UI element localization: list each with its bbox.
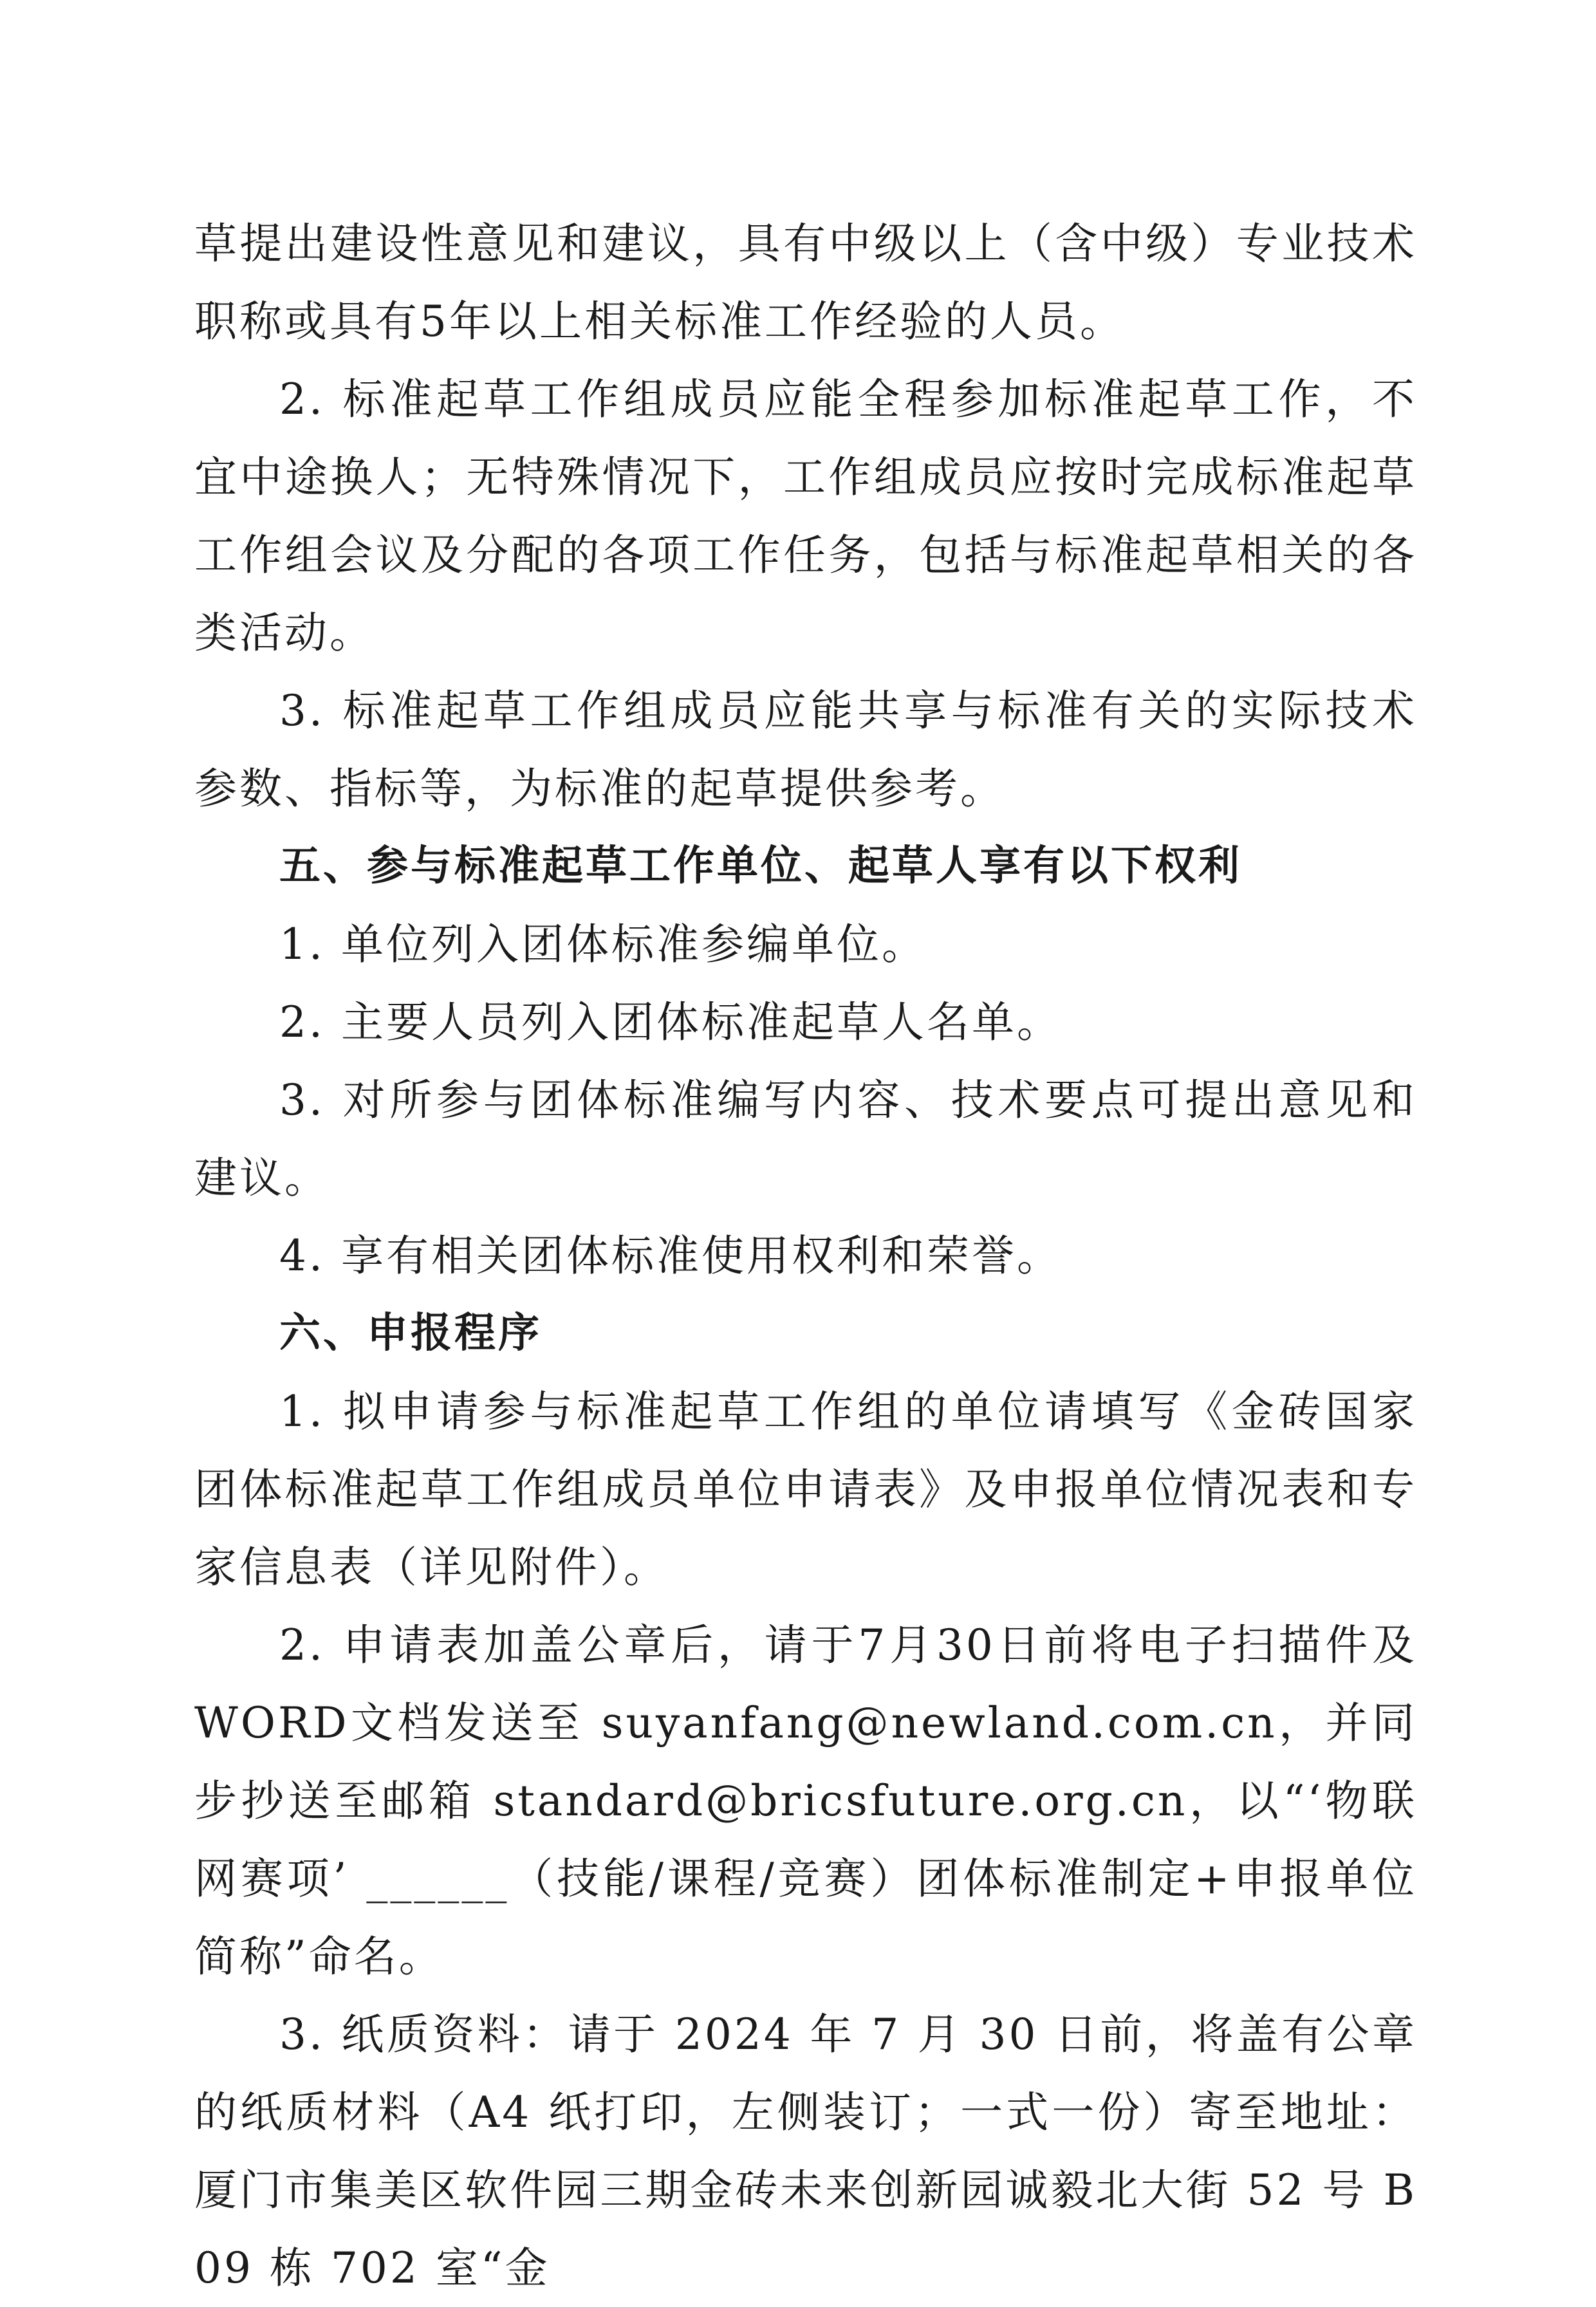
- document-body: [194, 205, 1417, 2307]
- paragraph-continuation: 草提出建设性意见和建议，具有中级以上（含中级）专业技术职称或具有5年以上相关标准工作经验的人员。: [194, 219, 1417, 346]
- section-heading-5: 五、参与标准起草工作单位、起草人享有以下权利: [279, 842, 1242, 890]
- paragraph-item-4-2: 2. 标准起草工作组成员应能全程参加标准起草工作，不宜中途换人；无特殊情况下，工作组成员应按时完成标准起草工作组会议及分配的各项工作任务，包括与标准起草相关的各类活动。: [194, 375, 1417, 658]
- paragraph-item-5-1: 1. 单位列入团体标准参编单位。: [279, 920, 927, 969]
- paragraph-item-5-2: 2. 主要人员列入团体标准起草人名单。: [279, 997, 1062, 1047]
- paragraph-item-5-3: 3. 对所参与团体标准编写内容、技术要点可提出意见和建议。: [194, 1075, 1417, 1203]
- paragraph-item-4-3: 3. 标准起草工作组成员应能共享与标准有关的实际技术参数、指标等，为标准的起草提供参考。: [194, 686, 1417, 813]
- paragraph-item-6-2: 2. 申请表加盖公章后，请于7月30日前将电子扫描件及WORD文档发送至 suyanfang@newland.com.cn，并同步抄送至邮箱 standard@bricsfuture.org.cn，以“‘物联网赛项’ ______（技能/课程/竞赛）团体标准制定+申报单位简称”命名。: [194, 1620, 1417, 1981]
- section-heading-6: 六、申报程序: [279, 1310, 542, 1357]
- paragraph-item-6-3: 3. 纸质资料：请于 2024 年 7 月 30 日前，将盖有公章的纸质材料（A4 纸打印，左侧装订；一式一份）寄至地址：厦门市集美区软件园三期金砖未来创新园诚毅北大街 52 号 B09 栋 702 室“金: [194, 2010, 1417, 2293]
- paragraph-item-6-1: 1. 拟申请参与标准起草工作组的单位请填写《金砖国家团体标准起草工作组成员单位申请表》及申报单位情况表和专家信息表（详见附件）。: [194, 1387, 1417, 1592]
- paragraph-item-5-4: 4. 享有相关团体标准使用权利和荣誉。: [279, 1231, 1062, 1281]
